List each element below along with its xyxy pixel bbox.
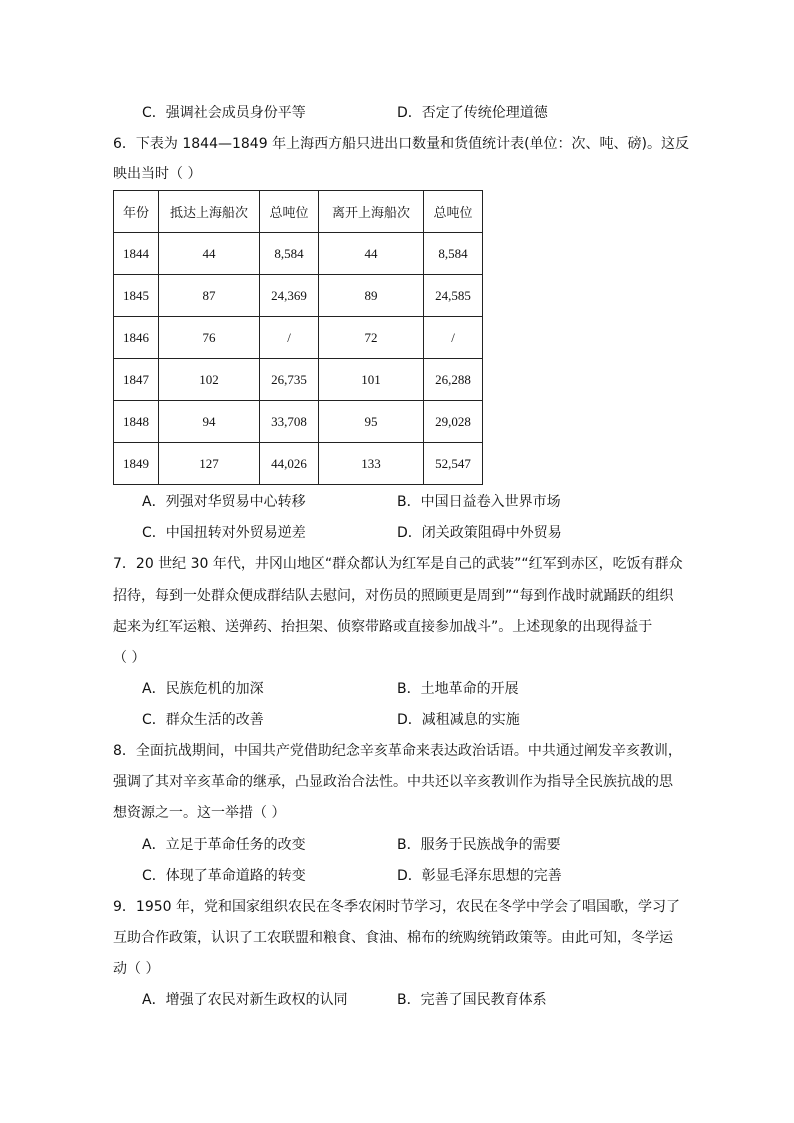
table-cell: 127 [159, 443, 260, 485]
table-cell: 1846 [114, 317, 159, 359]
table-cell: 72 [319, 317, 424, 359]
table-cell: 33,708 [260, 401, 319, 443]
q5-option-d: D．否定了传统伦理道德 [397, 105, 548, 121]
table-row [114, 359, 483, 401]
q8-option-a: A．立足于革命任务的改变 [142, 837, 306, 853]
q6-stem-line-1: 6．下表为 1844—1849 年上海西方船只进出口数量和货值统计表(单位：次、吨、磅)。这反 [113, 136, 689, 152]
table-cell: 24,585 [424, 275, 483, 317]
table-row [114, 275, 483, 317]
table-cell: 44 [159, 233, 260, 275]
table-cell: 8,584 [424, 233, 483, 275]
q7-option-d: D．减租减息的实施 [397, 712, 520, 728]
table-row [114, 401, 483, 443]
table-cell: 94 [159, 401, 260, 443]
q6-option-a: A．列强对华贸易中心转移 [142, 494, 306, 510]
q5-option-c: C．强调社会成员身份平等 [142, 105, 306, 121]
q9-stem-line-3: 动（ ） [113, 961, 160, 977]
table-cell: 44 [319, 233, 424, 275]
table-cell: 95 [319, 401, 424, 443]
q6-option-d: D．闭关政策阻碍中外贸易 [397, 525, 562, 541]
table-cell: / [424, 317, 483, 359]
table-cell: 1844 [114, 233, 159, 275]
table-cell: 76 [159, 317, 260, 359]
header-departure-tonnage: 总吨位 [424, 191, 483, 233]
header-arrival-tonnage: 总吨位 [260, 191, 319, 233]
table-cell: 26,288 [424, 359, 483, 401]
table-cell: / [260, 317, 319, 359]
table-cell: 1848 [114, 401, 159, 443]
table-cell: 52,547 [424, 443, 483, 485]
q9-stem-line-1: 9．1950 年，党和国家组织农民在冬季农闲时节学习，农民在冬学中学会了唱国歌，学习了 [113, 899, 680, 915]
table-cell: 1847 [114, 359, 159, 401]
q6-option-c: C．中国扭转对外贸易逆差 [142, 525, 306, 541]
header-arrivals: 抵达上海船次 [159, 191, 260, 233]
table-cell: 29,028 [424, 401, 483, 443]
table-header-row [114, 191, 483, 233]
q7-stem-line-2: 招待，每到一处群众便成群结队去慰问，对伤员的照顾更是周到”“每到作战时就踊跃的组织 [113, 588, 674, 604]
table-row [114, 317, 483, 359]
table-cell: 26,735 [260, 359, 319, 401]
ship-statistics-table [113, 190, 483, 485]
q7-stem-line-3: 起来为红军运粮、送弹药、抬担架、侦察带路或直接参加战斗”。上述现象的出现得益于 [113, 619, 653, 635]
q9-option-a: A．增强了农民对新生政权的认同 [142, 992, 348, 1008]
table-row [114, 443, 483, 485]
table-cell: 1849 [114, 443, 159, 485]
q6-stem-line-2: 映出当时（ ） [113, 166, 202, 182]
q9-stem-line-2: 互助合作政策，认识了工农联盟和粮食、食油、棉布的统购统销政策等。由此可知，冬学运 [113, 930, 673, 946]
table-cell: 44,026 [260, 443, 319, 485]
q9-option-b: B．完善了国民教育体系 [397, 992, 547, 1008]
q8-stem-line-1: 8．全面抗战期间，中国共产党借助纪念辛亥革命来表达政治话语。中共通过阐发辛亥教训， [113, 743, 682, 759]
table-cell: 89 [319, 275, 424, 317]
q7-stem-line-1: 7．20 世纪 30 年代，井冈山地区“群众都认为红军是自己的武装”“红军到赤区，吃饭有群众 [113, 556, 683, 572]
q7-option-c: C．群众生活的改善 [142, 712, 264, 728]
q8-option-d: D．彰显毛泽东思想的完善 [397, 868, 562, 884]
table-row [114, 233, 483, 275]
header-departures: 离开上海船次 [319, 191, 424, 233]
q8-stem-line-2: 强调了其对辛亥革命的继承，凸显政治合法性。中共还以辛亥教训作为指导全民族抗战的思 [113, 774, 673, 790]
table-cell: 8,584 [260, 233, 319, 275]
table-cell: 133 [319, 443, 424, 485]
q8-stem-line-3: 想资源之一。这一举措（ ） [113, 805, 286, 821]
table-cell: 87 [159, 275, 260, 317]
q7-stem-line-4: （ ） [113, 650, 146, 666]
q6-option-b: B．中国日益卷入世界市场 [397, 494, 561, 510]
q8-option-b: B．服务于民族战争的需要 [397, 837, 561, 853]
table-cell: 1845 [114, 275, 159, 317]
q8-option-c: C．体现了革命道路的转变 [142, 868, 306, 884]
q7-option-a: A．民族危机的加深 [142, 681, 264, 697]
header-year: 年份 [114, 191, 159, 233]
table-cell: 101 [319, 359, 424, 401]
q7-option-b: B．土地革命的开展 [397, 681, 519, 697]
table-cell: 24,369 [260, 275, 319, 317]
table-cell: 102 [159, 359, 260, 401]
